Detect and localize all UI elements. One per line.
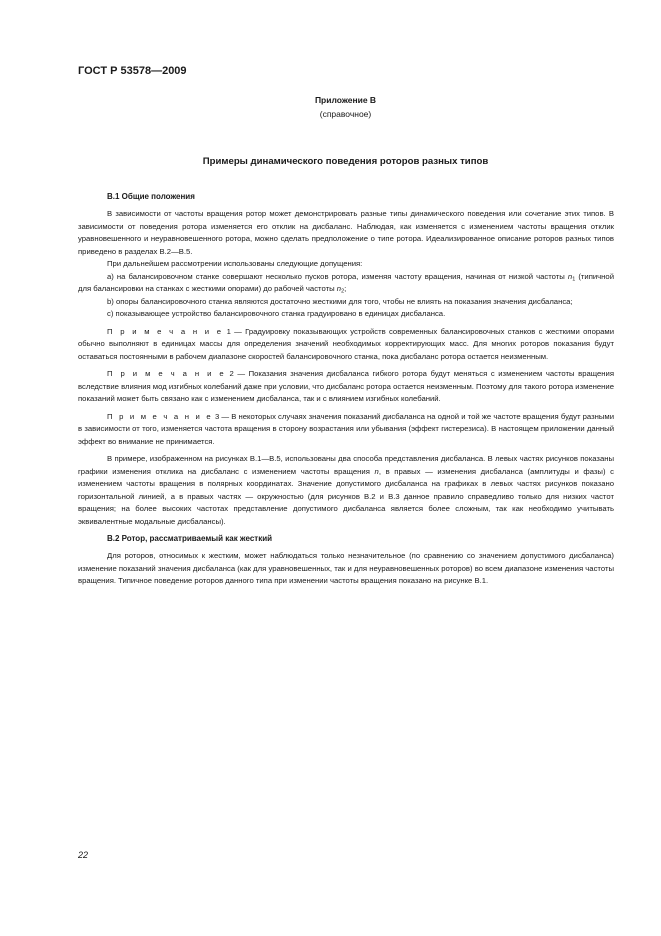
- paragraph: Для роторов, относимых к жестким, может наблюдаться только незначительное (по сравнению со значением допустимого дисбаланса) изменение показаний значения дисбаланса (как для уравновешенных, так и для неуравновешенных роторов) во всем диапазоне изменения частоты вращения. Типичное поведение роторов данного типа при изменении частоты вращения показано на рисунке В.1.: [78, 551, 614, 585]
- note-2: [78, 368, 614, 406]
- note-text: — Показания значения дисбаланса гибкого ротора будут меняться с изменением частоты вращения вследствие влияния мод изгибных колебаний даже при условии, что дисбаланс ротора остается неизменным. Поэтому для такого ротора изменение показаний может быть связано как с изменением дисбаланса, так и с влиянием изгибных колебаний.: [78, 369, 614, 403]
- list-item-b: b) опоры балансировочного станка являются достаточно жесткими для того, чтобы не влиять на показания значения дисбаланса;: [107, 296, 573, 306]
- section-heading-rigid-rotor: В.2 Ротор, рассматриваемый как жесткий: [107, 534, 273, 543]
- symbol-n: n: [567, 271, 573, 281]
- note-number: 2: [225, 369, 234, 378]
- item-a-text: ;: [344, 284, 347, 293]
- note-text: — В некоторых случаях значения показаний дисбаланса на одной и той же частоте вращения будут разными в зависимости от того, изменяется частота вращения в сторону возрастания или убывания (эффект гистерезиса). В настоящем приложении данный эффект во внимание не принимается.: [78, 411, 614, 446]
- item-a-text: (типичной для балансировки на станках с жесткими опорами) до рабочей частоты: [78, 271, 614, 293]
- annex-title: Приложение В: [314, 95, 377, 105]
- note-label: П р и м е ч а н и е: [107, 411, 213, 421]
- symbol-n: n: [336, 284, 342, 293]
- paragraph-text: , в правых — изменения дисбаланса (амплитуды и фазы) с изменением частоты вращения в полярных координатах. Значение допустимого дисбаланса на графиках в левых частях рисунков показано горизонтальной линией, а в правых частях — окружностью (для рисунков В.2 и В.3 данное правило справедливо только для низких частот вращения; на более высоких частотах представление допустимого дисбаланса является более сложным, так как необходимо учитывать эквивалентные модальные дисбалансы).: [78, 466, 614, 526]
- list-item-a: [78, 271, 614, 296]
- paragraph: В зависимости от частоты вращения ротор может демонстрировать разные типы динамического поведения или сочетание этих типов. В зависимости от поведения ротора изменяется его отклик на дисбаланс. Наблюдая, как изменяется с изменением частоты вращения отклик уравновешенного и неуравновешенного ротора, можно сделать предположение о типе ротора. Идеализированное описание роторов разных типов приведено в разделах В.2—В.5.: [78, 209, 614, 256]
- symbol-n: n: [374, 466, 379, 476]
- standard-number-header: ГОСТ Р 53578—2009: [78, 65, 187, 77]
- note-1: [78, 326, 614, 364]
- note-number: 3: [212, 411, 220, 421]
- document-title: Примеры динамического поведения роторов разных типов: [202, 156, 489, 167]
- note-label: П р и м е ч а н и е: [107, 369, 226, 378]
- document-body: [78, 191, 614, 588]
- annex-type: (справочное): [319, 109, 372, 119]
- paragraph: [78, 453, 614, 528]
- paragraph: При дальнейшем рассмотрении использованы следующие допущения:: [107, 259, 363, 268]
- page-number: 22: [78, 850, 89, 860]
- list-item-c: c) показывающее устройство балансировочного станка градуировано в единицах дисбаланса.: [107, 309, 446, 318]
- subscript-2: 2: [341, 288, 345, 295]
- subscript-1: 1: [572, 276, 576, 282]
- note-number: 1: [223, 326, 231, 336]
- note-3: [78, 411, 614, 449]
- note-text: — Градуировку показывающих устройств современных балансировочных станков с жесткими опорами обычно выполняют в единицах массы для определения значений необходимых корректирующих масс. Для многих роторов показания будут оставаться постоянными в рабочем диапазоне скоростей балансировочного станка, пока дисбаланс ротора остается неизменным.: [78, 326, 614, 361]
- note-label: П р и м е ч а н и е: [107, 326, 224, 336]
- section-heading-general: В.1 Общие положения: [107, 192, 195, 201]
- item-a-text: а) на балансировочном станке совершают несколько пусков ротора, изменяя частоту вращения, начиная от низкой частоты: [107, 271, 568, 281]
- paragraph-text: В примере, изображенном на рисунках В.1—В.5, использованы два способа представления дисбаланса. В левых частях рисунков показаны графики изменения отклика на дисбаланс с изменением частоты вращения: [78, 454, 614, 476]
